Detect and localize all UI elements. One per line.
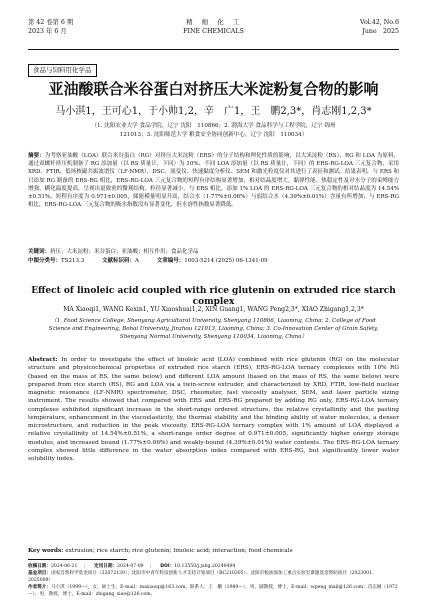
classification-line xyxy=(28,257,399,265)
abstract-cn-text: 为考察亚油酸（LOA）联合米谷蛋白（RG）对挤压大米淀粉（ERS）的分子结构和理化性质的影响，以大米淀粉（RS）、RG 和 LOA 为原料，通过双螺杆挤压机制备了 RG 添加量（以 RS 质量计，下同）为 10%、不同 LOA 添加量（以 RS 质量计，下同）的 ERS-RG-LOA 三元复合物，采用 XRD、FTIR、低场核磁共振波谱仪（LF-NMR）、DSC、流变仪、快速黏度分析仪、SEM 和激光粒度仪对其进行了表征和测试。结果表明，与 ERS 和只添加 RG 制备的 ERS-RG 相比，ERS-RG-LOA 三元复合物的短程有序结构显著增加，相对结晶度增大，黏弹性能、热稳定性及对水分子的束缚能力增强，糊化温度提高，呈现出更致密的微观结构，粒径显著减小。与 ERS 相比，添加 1% LOA 的 ERS-RG-LOA 三元复合物的相对结晶度为 14.54%±0.51%，短程有序度为 0.971±0.005，储能模量明显升高，结合水（1.77%±0.06%）与弱结合水（4.39%±0.01%）含量有所增加；与 ERS-RG 相比，ERS-RG-LOA 三元复合物的吸水指数没有显著变化，但水溶性指数显著降低。 xyxy=(28,153,399,209)
accepted-label: 定用日期： xyxy=(94,564,118,569)
issue-info-en xyxy=(360,18,399,36)
running-header xyxy=(28,18,399,48)
keywords-cn-label: 关键词： xyxy=(28,249,51,255)
article-no-value: 1003-5214 (2025) 06-1341-09 xyxy=(184,258,268,264)
doc-label: 文献标识码： xyxy=(101,258,135,264)
affiliation-cn-line: （1. 沈阳农业大学 食品学院，辽宁 沈阳 110866；2. 渤海大学 食品科学与工程学院，辽宁 锦州 xyxy=(91,123,336,129)
abstract-cn-label: 摘要： xyxy=(28,153,45,159)
doi-label: DOI： xyxy=(160,564,175,569)
received-label: 收稿日期： xyxy=(28,564,51,569)
abstract-en-label: Abstract: xyxy=(28,357,58,363)
doc-value: A xyxy=(134,258,139,264)
title-en: Effect of linoleic acid coupled with rice glutenin on extruded rice starch complex xyxy=(31,286,396,307)
article-no-label: 文章编号： xyxy=(156,258,185,264)
affiliation-cn xyxy=(40,122,387,140)
keywords-cn-text: 挤压；大米淀粉；米谷蛋白；亚油酸；相互作用；食品化学品 xyxy=(50,249,199,255)
issue-date-en: June 2025 xyxy=(362,28,399,35)
keywords-en-text: extrusion; rice starch; rice glutenin; linoleic acid; interaction; food chemicals xyxy=(65,548,293,554)
journal-name-en: FINE CHEMICALS xyxy=(183,28,244,35)
authors-cn: 马小淇1，王可心1，于小帅1,2，辛 广1，王 鹏2,3*，肖志刚1,2,3* xyxy=(55,106,372,117)
doi-value: 10.13550/j.jxhg.20240494 xyxy=(174,564,236,569)
abstract-en-text: In order to investigate the effect of linoleic acid (LOA) combined with rice glutenin (RG) on the molecular structure and physicochemical properties of extruded rice starch (ERS), ERS-RG-LOA ternary complexes with 10% RG (based on the mass of RS, the same below) and different LOA amount (based on the mass of RS, the same below) were prepared from rice starch (RS), RG and LOA via a twin-screw extruder, and characterized by XRD, FTIR, low-field nuclear magnetic resonance (LF-NMR) spectrometer, DSC, rheometer, fast viscosity analyser, SEM, and laser particle sizing instrument. The results showed that compared with ERS and ERS-RG prepared by adding RG only, ERS-RG-LOA ternary complexes exhibited significant increase in the short-range ordered structure, the relative crystallinity and the pasting temperature, enhancement in the viscoelasticity, the thermal stability and the binding ability of water molecules, a denser microstructure, and reduction in the peak viscosity. ERS-RG-LOA ternary complex with 1% amount of LOA displayed a relative crystallinity of 14.54%±0.51%, a short-range order degree of 0.971±0.005, significantly higher energy storage modulus, and increased bound (1.77%±0.06%) and weakly-bound (4.39%±0.01%) water contents. The ERS-RG-LOA ternary complex showed little difference in the water absorption index compared with ERS-RG, but significantly lower water solubility index. xyxy=(28,357,399,462)
footnote: 收稿日期：2024-06-21 ； 定用日期：2024-07-09 ； DOI：10.13550/j.jxhg.20240494 基金项目：国家自然科学基金项目（32072139）；沈阳市中青年科技创新人才支持计划项目（RC210305）；沈阳市粮油深加工重点实验室课题基金资助项目（2023001、2025009） 作者简介：马小淇（1999—），女，硕士生，E-mail：maxiaoqi@163.com。联系人：王 鹏（1989—），男，副教授，博士，E-mail：wpeng_mail@126.com；肖志刚（1972—），男，教授，博士，E-mail：zhigang_xiao@126.com。 xyxy=(28,564,398,597)
received-date: 2024-06-21 xyxy=(50,564,78,569)
column-label: 食品与饲料用化学品 xyxy=(28,64,97,77)
author-bio-label: 作者简介： xyxy=(28,585,51,590)
header-rule xyxy=(28,49,399,50)
affiliation-en: （1. Food Science College, Shenyang Agricultural University, Shenyang 110866, Liaoning, China; 2. College of Food Science and Engineering, Bohai University, Jinzhou 121013, Liaoning, China; 3. Co-Innovation Center of Grain Safety, Shenyang Normal University, Shenyang 110034, Liaoning, China） xyxy=(48,318,379,341)
funding-label: 基金项目： xyxy=(28,571,51,576)
affiliation-cn-line: 121013；3. 沈阳师范大学 粮食安全协同创新中心，辽宁 沈阳 110034） xyxy=(119,132,308,138)
abstract-en xyxy=(28,356,399,463)
author-bio-text: 马小淇（1999—），女，硕士生，E-mail：maxiaoqi@163.com。联系人：王 鹏（1989—），男，副教授，博士，E-mail：wpeng_mail@126.com；肖志刚（1972—），男，教授，博士，E-mail：zhigang_xiao@126.com。 xyxy=(28,585,398,597)
journal-name-cn: 精 细 化 工 xyxy=(186,19,241,26)
title-cn: 亚油酸联合米谷蛋白对挤压大米淀粉复合物的影响 xyxy=(48,80,379,98)
funding-text: 国家自然科学基金项目（32072139）；沈阳市中青年科技创新人才支持计划项目（RC210305）；沈阳市粮油深加工重点实验室课题基金资助项目（2023001、2025009） xyxy=(28,571,377,583)
accepted-date: 2024-07-09 xyxy=(117,564,144,569)
keywords-cn xyxy=(28,248,399,256)
keywords-en-label: Key words: xyxy=(28,548,64,554)
abstract-cn xyxy=(28,152,399,209)
footnote-rule xyxy=(28,559,127,560)
issue-volume: 第 42 卷第 6 期 xyxy=(28,19,74,26)
issue-volume-en: Vol.42, No.6 xyxy=(360,19,399,26)
issue-date: 2023 年 6 月 xyxy=(28,28,67,35)
journal-name xyxy=(28,18,399,36)
clc-value: TS213.3 xyxy=(61,258,85,264)
authors-en: MA Xiaoqi1, WANG Kexin1, YU Xiaoshuai1,2, XIN Guang1, WANG Peng2,3*, XIAO Zhigang1,2,3* xyxy=(63,306,364,313)
keywords-en xyxy=(28,547,399,555)
clc-label: 中图分类号： xyxy=(28,258,62,264)
